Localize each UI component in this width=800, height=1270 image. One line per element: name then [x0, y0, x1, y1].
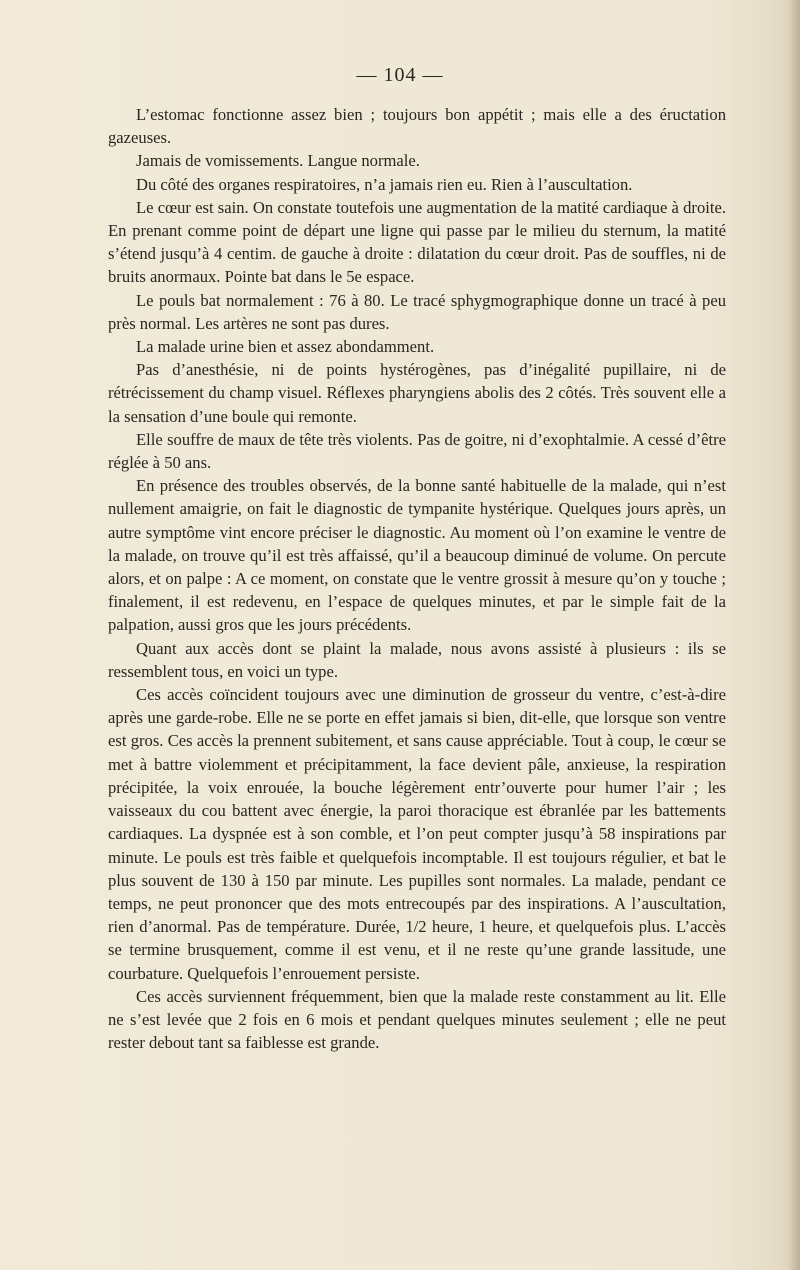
- paragraph: Elle souffre de maux de tête très violents. Pas de goitre, ni d’exophtalmie. A cessé d’être réglée à 50 ans.: [108, 429, 726, 473]
- page-edge-shadow: [788, 0, 800, 1270]
- paragraph: Ces accès coïncident toujours avec une diminution de grosseur du ventre, c’est-à-dire après une garde-robe. Elle ne se porte en effet jamais si bien, dit-elle, que lorsque son ventre est gros. Ces accès la prennent subitement, et sans cause appréciable. Tout à coup, le cœur se met à battre violemment et précipitamment, la face devient pâle, anxieuse, la respiration précipitée, la voix enrouée, la bouche légèrement entr’ouverte pour humer l’air ; les vaisseaux du cou battent avec énergie, la paroi thoracique est ébranlée par les battements cardiaques. La dyspnée est à son comble, et l’on peut compter jusqu’à 58 inspirations par minute. Le pouls est très faible et quelquefois incomptable. Il est toujours régulier, et bat le plus souvent de 130 à 150 par minute. Les pupilles sont normales. La malade, pendant ce temps, ne peut prononcer que des mots entrecoupés par des inspirations. A l’auscultation, rien d’anormal. Pas de température. Durée, 1/2 heure, 1 heure, et quelquefois plus. L’accès se termine brusquement, comme il est venu, et il ne reste qu’une grande lassitude, une courbature. Quelquefois l’enrouement persiste.: [108, 685, 726, 983]
- paragraph: Du côté des organes respiratoires, n’a jamais rien eu. Rien à l’auscultation.: [136, 174, 633, 194]
- paragraph: Ces accès surviennent fréquemment, bien que la malade reste constamment au lit. Elle ne s’est levée que 2 fois en 6 mois et pendant quelques minutes seulement ; elle ne peut rester debout tant sa faiblesse est grande.: [108, 986, 726, 1053]
- paragraph: Quant aux accès dont se plaint la malade, nous avons assisté à plusieurs : ils se ressemblent tous, en voici un type.: [108, 638, 726, 681]
- paragraph: Jamais de vomissements. Langue normale.: [136, 151, 420, 171]
- paragraph: La malade urine bien et assez abondamment.: [136, 337, 435, 357]
- paragraph: Pas d’anesthésie, ni de points hystérogènes, pas d’inégalité pupillaire, ni de rétrécissement du champ visuel. Réflexes pharyngiens abolis des 2 côtés. Très souvent elle a la sensation d’une boule qui remonte.: [108, 360, 726, 426]
- page-number: — 104 —: [356, 64, 444, 86]
- body-text: [108, 103, 726, 1054]
- paragraph: Le pouls bat normalement : 76 à 80. Le tracé sphygmographique donne un tracé à peu près normal. Les artères ne sont pas dures.: [108, 290, 726, 333]
- paragraph: L’estomac fonctionne assez bien ; toujours bon appétit ; mais elle a des éructation gazeuses.: [108, 105, 726, 148]
- paragraph: En présence des troubles observés, de la bonne santé habituelle de la malade, qui n’est nullement amaigrie, on fait le diagnostic de tympanite hystérique. Quelques jours après, un autre symptôme vint encore préciser le diagnostic. Au moment où l’on examine le ventre de la malade, on trouve qu’il est très affaissé, qu’il a beaucoup diminué de volume. On percute alors, et on palpe : A ce moment, on constate que le ventre grossit à mesure qu’on y touche ; finalement, il est redevenu, en l’espace de quelques minutes, et par le simple fait de la palpation, aussi gros que les jours précédents.: [108, 476, 726, 635]
- paragraph: Le cœur est sain. On constate toutefois une augmentation de la matité cardiaque à droite. En prenant comme point de départ une ligne qui passe par le milieu du sternum, la matité s’étend jusqu’à 4 centim. de gauche à droite : dilatation du cœur droit. Pas de souffles, ni de bruits anormaux. Pointe bat dans le 5e espace.: [108, 197, 726, 287]
